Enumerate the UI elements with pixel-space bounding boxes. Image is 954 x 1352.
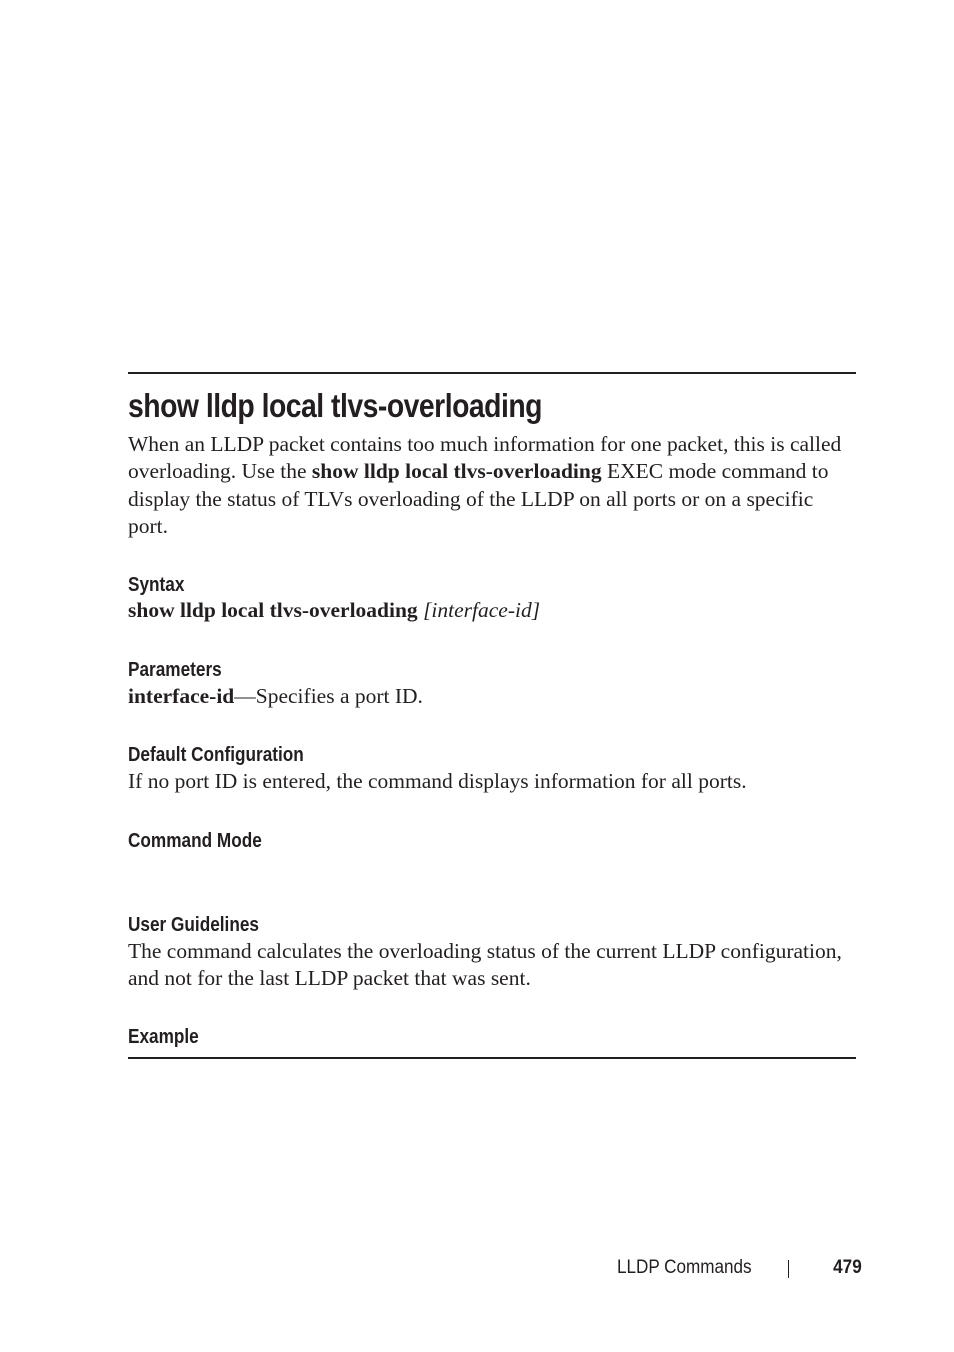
- syntax-heading: Syntax: [128, 574, 185, 596]
- intro-text-before: When an LLDP packet contains too much information for one packet, this is called overloading. Use the: [128, 432, 842, 484]
- parameter-item: [128, 683, 856, 710]
- footer-separator: [788, 1260, 789, 1278]
- parameter-description: —Specifies a port ID.: [234, 684, 423, 708]
- default-configuration-heading: Default Configuration: [128, 744, 304, 766]
- intro-paragraph: [128, 431, 856, 540]
- syntax-command: show lldp local tlvs-overloading: [128, 598, 418, 622]
- intro-command: show lldp local tlvs-overloading: [311, 459, 602, 484]
- user-guidelines-heading: User Guidelines: [128, 914, 259, 936]
- page-footer: [580, 1255, 862, 1281]
- command-mode-heading: Command Mode: [128, 830, 262, 852]
- syntax-argument: [interface-id]: [423, 598, 541, 622]
- top-rule: [128, 372, 856, 374]
- syntax-line: [128, 597, 856, 624]
- user-guidelines-text: The command calculates the overloading status of the current LLDP configuration, and not for the last LLDP packet that was sent.: [128, 939, 842, 991]
- parameter-name: interface-id: [128, 684, 235, 708]
- footer-section-name: LLDP Commands: [617, 1257, 752, 1278]
- bottom-rule: [128, 1057, 856, 1059]
- page-number: 479: [833, 1257, 862, 1278]
- page-title: show lldp local tlvs-overloading: [128, 387, 542, 424]
- parameters-heading: Parameters: [128, 659, 222, 681]
- example-heading: Example: [128, 1026, 199, 1048]
- intro-text-after: EXEC mode command to display the status of TLVs overloading of the LLDP on all ports or on a specific port.: [128, 459, 829, 538]
- default-configuration-text: If no port ID is entered, the command displays information for all ports.: [128, 769, 747, 793]
